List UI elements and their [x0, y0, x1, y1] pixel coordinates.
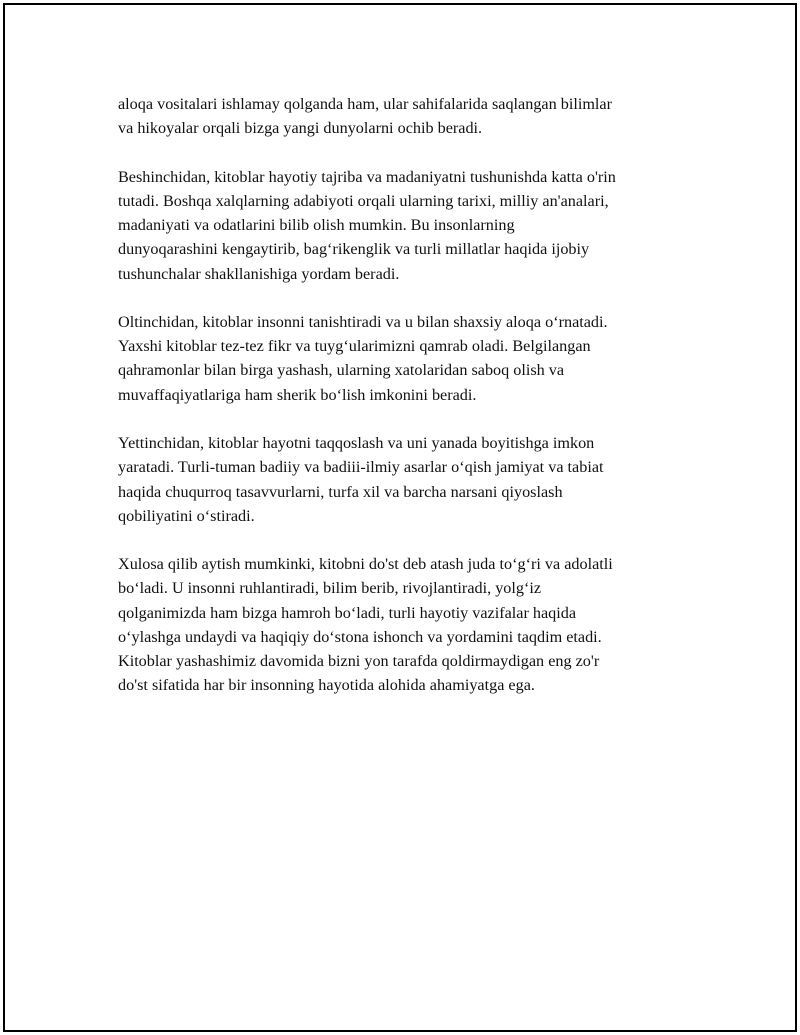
- text-line: Xulosa qilib aytish mumkinki, kitobni do'st deb atash juda to‘g‘ri va adolatli: [118, 555, 613, 574]
- paragraph-1: [118, 92, 698, 140]
- text-line: aloqa vositalari ishlamay qolganda ham, ular sahifalarida saqlangan bilimlar: [118, 95, 613, 113]
- paragraph-5: [118, 552, 698, 697]
- text-line: Oltinchidan, kitoblar insonni tanishtiradi va u bilan shaxsiy aloqa o‘rnatadi.: [118, 313, 608, 332]
- text-line: qahramonlar bilan birga yashash, ularning xatolaridan saboq olish va: [118, 361, 565, 380]
- paragraph-4: [118, 431, 698, 528]
- text-line: haqida chuqurroq tasavvurlarni, turfa xil va barcha narsani qiyoslash: [118, 482, 563, 501]
- text-line: qolganimizda ham bizga hamroh bo‘ladi, turli hayotiy vazifalar haqida: [118, 603, 577, 622]
- text-line: dunyoqarashini kengaytirib, bag‘rikenglik va turli millatlar haqida ijobiy: [118, 240, 590, 259]
- text-line: Beshinchidan, kitoblar hayotiy tajriba va madaniyatni tushunishda katta o'rin: [118, 167, 616, 186]
- text-line: Kitoblar yashashimiz davomida bizni yon tarafda qoldirmaydigan eng zo'r: [118, 652, 600, 671]
- text-line: Yettinchidan, kitoblar hayotni taqqoslash va uni yanada boyitishga imkon: [118, 434, 595, 453]
- text-line: muvaffaqiyatlariga ham sherik bo‘lish imkonini beradi.: [118, 385, 477, 404]
- text-line: tushunchalar shakllanishiga yordam beradi.: [118, 264, 400, 283]
- text-line: bo‘ladi. U insonni ruhlantiradi, bilim berib, rivojlantiradi, yolg‘iz: [118, 579, 542, 598]
- text-line: o‘ylashga undaydi va haqiqiy do‘stona ishonch va yordamini taqdim etadi.: [118, 627, 602, 646]
- text-line: madaniyati va odatlarini bilib olish mumkin. Bu insonlarning: [118, 216, 515, 235]
- text-line: yaratadi. Turli-tuman badiiy va badiii-ilmiy asarlar o‘qish jamiyat va tabiat: [118, 458, 604, 477]
- text-line: Yaxshi kitoblar tez-tez fikr va tuyg‘ularimizni qamrab oladi. Belgilangan: [118, 337, 591, 356]
- text-line: va hikoyalar orqali bizga yangi dunyolarni ochib beradi.: [118, 119, 483, 138]
- text-line: qobiliyatini o‘stiradi.: [118, 506, 255, 525]
- document-body: [118, 92, 698, 722]
- paragraph-3: [118, 310, 698, 407]
- paragraph-2: [118, 165, 698, 286]
- text-line: do'st sifatida har bir insonning hayotida alohida ahamiyatga ega.: [118, 676, 535, 695]
- text-line: tutadi. Boshqa xalqlarning adabiyoti orqali ularning tarixi, milliy an'analari,: [118, 191, 609, 210]
